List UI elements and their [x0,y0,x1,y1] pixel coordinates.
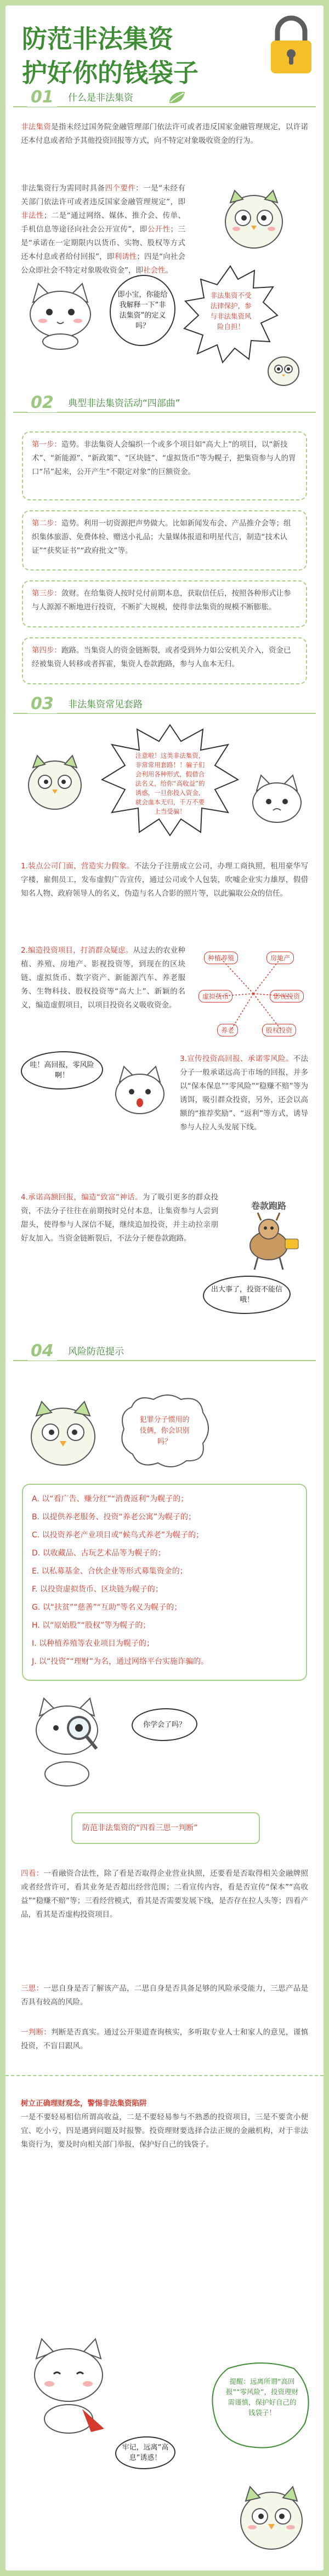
lock-icon [268,15,315,77]
small-owl-icon [264,350,303,389]
list-item: B. 以提供养老服务、投资“养老公寓”为幌子的； [32,1513,196,1522]
leaf-icon [167,90,187,106]
tag: 房地产 [266,952,294,964]
tip-text: 提醒：远离所谓“高回报”“零风险”，投资理财需谨慎，保护好自己的钱袋子！ [226,2377,298,2417]
warning-block: 树立正确理财观念，警惕非法集资陷阱 一是不要轻易相信所谓高收益，二是不要轻易参与不熟悉的投资项目，三是不要贪小便宜、吃小亏，四是遇到问题及时报警。投资理财要选择合法正规的金融机构，对于非法集资行为，要及时向相关部门举报，保护好自己的钱袋子。 [21,2099,308,2149]
list-item: I. 以种植养殖等农业项目为幌子的； [32,1639,155,1648]
tag: 种植养殖 [204,952,238,964]
divider [5,2075,324,2076]
list-item: E. 以私募基金、合伙企业等形式募集资金的； [32,1567,188,1576]
speech-bubble-question: 即小宝，你能给我解释一下“非法集资”的定义吗？ [110,275,175,346]
s1-definition: 非法集资是指未经过国务院金融管理部门依法许可或者违反国家金融管理规定，以许诺还本付息或者给予其他投资回报等方式，向不特定对象吸收资金的行为。 [21,123,309,145]
four-three-one-box: 防范非法集资的“四看三思一判断” [71,1812,260,1844]
one-judge: 一判断：判断是否真实。通过公开渠道查询核实，多听取专业人士和家人的意见，谨慎投资，不盲目跟风。 [21,2028,309,2050]
trick-2: 2.编造投资项目，打消群众疑虑。从过去的农业种植、养殖、房地产、影视投资等，到现在的区块链、虚拟货币、数字资产、新能源汽车、养老服务、生物科技、股权投资等“高大上”、新颖的名义，编造虚假项目，以项目投资名义吸收资金。 [21,946,185,1010]
step-1-box: 第一步：造势。非法集资人会编织一个或多个项目如“高大上”的项目，以“新技术”、“新能源”、“新政策”、“区块链”、“虚拟货币”等为幌子，把集资参与人的胃口“吊”起来，公开产生“不限定对象”的巨额资金。 [22,431,307,500]
three-think: 三思：一思自身是否了解该产品，二思自身是否具备足够的风险承受能力，三思产品是否具有较高的风险。 [21,1984,309,2007]
tag: 虚拟货币 [198,990,232,1002]
cat-mascot-3 [110,1062,170,1122]
trick-3: 3.宣传投资高回报、承诺零风险。不法分子一般承诺远高于市场的回报，并多以“保本保息”“零风险”“稳赚不赔”等为诱饵，吸引群众投资，另外，还会以高额的“推荐奖励”、“返利”等方式，诱导参与人拉人头发展下线。 [180,1054,308,1132]
list-item: J. 以“投资”“理财”为名，通过网络平台实施诈骗的。 [32,1657,209,1666]
cat-mascot-4 [22,2332,115,2436]
tag: 影视投资 [270,990,304,1002]
warning-burst-text: 注意啦！这类非法集资，非常常用套路！！骗子们会利用各种形式，假借合法名义，给你“高收益”的诱惑，一旦你投入资金，就会血本无归，千万不要上当受骗！ [135,752,205,815]
tricks-list [32,1490,297,1671]
runaway-illustration [236,1199,302,1274]
trick-1: 1.装点公司门面，营造实力假象。不法分子注册成立公司，办理工商执照，租用豪华写字楼，雇佣员工，发布虚假广告宣传，通过公司或个人包装，吹嘘企业实力雄厚，假借知名人物、政府领导人的名义，伪造与名人合影的照片等，以此骗取公众的信任。 [21,862,308,898]
speech-bubble-learned: 你学会了吗？ [132,1708,197,1741]
owl-mascot [218,186,290,252]
burst-text: 非法集资不受法律保护，参与非法集资风险自担！ [210,291,252,331]
step-4-box: 第四步：跑路。当集资人的资金链断裂，或者受到外力如公安机关介入，资金已经被集资人转移或者挥霍，集资人卷款跑路，参与人血本无归。 [22,637,307,684]
project-tags [198,947,308,1040]
page-title: 防范非法集资 护好你的钱袋子 [22,24,198,88]
list-item: D. 以收藏品、古玩艺术品等为幌子的； [32,1549,166,1558]
trick-4: 4.承诺高额回报，编造“致富”神话。为了吸引更多的群众投资，不法分子往往在前期按时兑付本息，让集资参与人尝到甜头，使得参与人深信不疑，继续追加投资，并主动拉亲朋好友加入。当资金链断裂后，不法分子便卷款跑路。 [21,1193,219,1243]
cat-mascot-2 [247,772,307,827]
owl-mascot-2 [22,750,88,816]
step-2-box: 第二步：造势。利用一切资源把声势做大。比如新闻发布会、产品推介会等；组织集体旅游、免费体检、赠送小礼品；大量媒体报道和明星代言，制造“技术认证”“获奖证书”“政府批文”等。 [22,510,307,570]
tag: 股权投资 [262,1024,296,1036]
list-item: A. 以“看广告、赚分红”“消费返利”为幌子的； [32,1495,189,1503]
runaway-sign: 卷款跑路 [251,1201,286,1211]
section-header-2: 02 典型非法集资活动“四部曲” [5,393,324,418]
s1-four-elements: 非法集资行为需同时具备四个要件：一是“未经有关部门依法许可或者违反国家金融管理规定”，即非法性；二是“通过网络、媒体、推介会、传单、手机信息等途径向社会公开宣传”，即公开性；三是“承诺在一定期限内以货币、实物、股权等方式还本付息或者给付回报”，即利诱性；四是“向社会公众即社会不特定对象吸收资金”，即社会性。 [21,184,186,275]
list-item: G. 以“扶贫”“慈善”“互助”等名义为幌子的； [32,1603,182,1612]
speech-bubble-remember: 牢记，远离“高息”诱惑！ [115,2436,175,2469]
magnifier-cat-mascot [25,1692,113,1790]
section-header-4: 04 风险防范提示 [5,1341,324,1367]
list-item: H. 以“原始股”“股权”等为幌子的； [32,1621,151,1630]
cat-mascot [22,280,99,351]
running-deer-icon [236,1212,302,1272]
section-header-1: 01 什么是非法集资 [5,88,324,113]
owl-mascot-4 [230,2480,313,2557]
poster [5,5,324,2571]
owl-mascot-3 [22,1396,104,1473]
four-look: 四看：一看融资合法性，除了看是否取得企业营业执照，还要看是否取得相关金融牌照或者经营许可，看其业务是否超出经营范围；二看宣传内容，看是否宣传“保本”“高收益”“稳赚不赔”等；三看经营模式，看其是否需要发展下线，是否存在拉人头等；四看产品，看其是否虚构投资项目。 [21,1869,309,1919]
speech-bubble-warning: 出大事了，投资不能信哦！ [203,1276,291,1314]
tricks-list-box [22,1484,307,1681]
step-3-box: 第三步：敛财。在给集资人按时兑付前期本息，获取信任后，按照各种形式让参与人源源不断地进行投资，不断扩大规模，使得非法集资的规模不断膨胀。 [22,580,307,627]
list-item: C. 以投资养老产业项目或“候鸟式养老”为幌子的； [32,1531,204,1540]
s4-bubble-wrap: 犯罪分子惯用的伎俩，你会识别吗？ [115,1391,214,1473]
list-item: F. 以投资虚拟货币、区块链为幌子的； [32,1585,163,1594]
speech-bubble-surprise: 哇！高回报，零风险啊！ [21,1051,103,1090]
section-header-3: 03 非法集资常见套路 [5,694,324,719]
tag: 养老 [217,1024,238,1036]
